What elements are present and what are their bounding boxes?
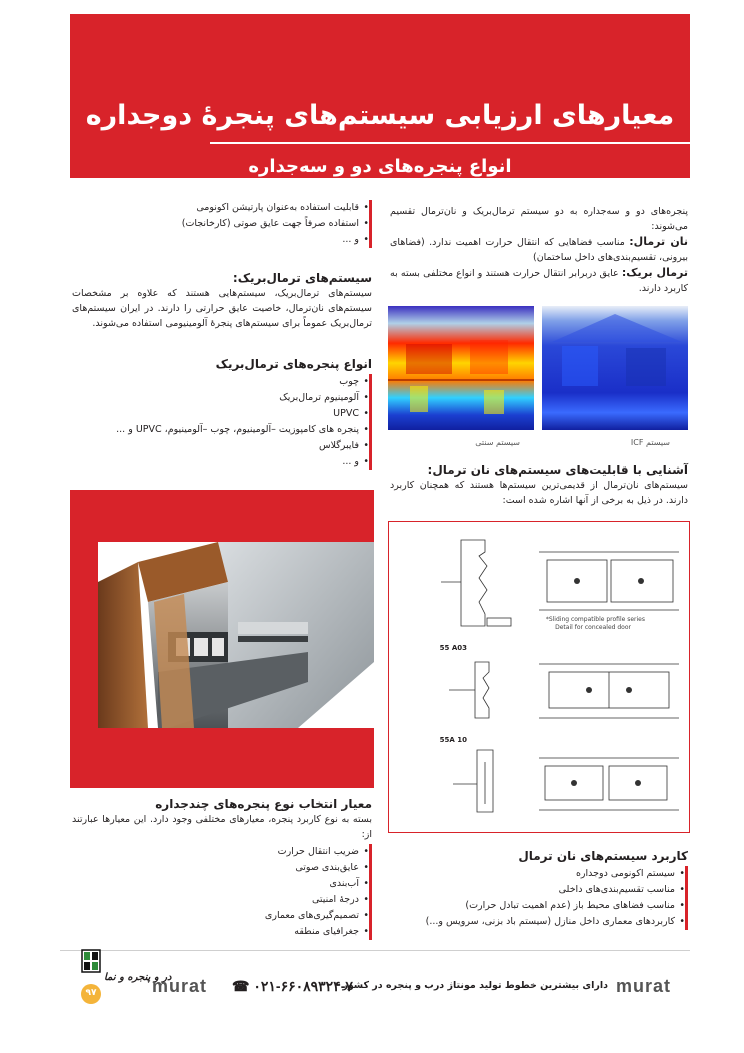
diagram-note-sliding: *Sliding compatible profile series [545,616,645,623]
thermal-break-term: ترمال بریک: [621,266,688,279]
criteria-list [72,844,372,940]
list-item: • و ... [72,454,369,470]
thermal-break-definition [390,265,688,296]
footer-divider [60,950,690,951]
usage-heading: کاربرد سیستم‌های نان ترمال [518,849,688,863]
list-item: • و ... [72,232,369,248]
list-item: • آب‌بندی [72,876,369,892]
criteria-intro: بسته به نوع کاربرد پنجره، معیارهای مختلفی وجود دارد. این معیارها عبارتند از: [72,814,372,840]
thermal-comparison [388,306,688,456]
contact-phone [232,978,353,995]
brand-logo-left: murat [152,976,208,996]
list-item: • قابلیت استفاده به‌عنوان پارتیشن اکونومی [72,200,369,216]
footer-slogan: دارای بیشترین خطوط تولید مونتاژ درب و پنجره در کشور [342,980,608,991]
thermal-break-paragraph: سیستم‌های ترمال‌بریک، سیستم‌هایی هستند که علاوه بر مشخصات سیستم‌های نان‌ترمال، خاصیت عایق حرارتی را دارند. در ایران سیستم‌های ترمال‌بریک عموماً برای سیستم‌های پنجرۀ آلومینیومی استفاده می‌شوند. [72,288,372,329]
non-thermal-definition [390,234,688,265]
list-item: • مناسب فضاهای محیط باز (عدم اهمیت تبادل حرارت) [390,898,685,914]
list-item: • چوب [72,374,369,390]
page-title: معیارهای ارزیابی سیستم‌های پنجرۀ دوجداره [85,100,675,131]
thermal-caption-icf: سیستم ICF [630,438,670,447]
magazine-name: در و پنجره و نما [104,972,172,983]
thermal-image-traditional [388,306,534,430]
types-block [72,356,372,470]
list-item: • UPVC [72,406,369,422]
phone-number: ۰۲۱-۶۶۰۸۹۳۲۴-۷ [253,978,353,994]
intro-text: پنجره‌های دو و سه‌جداره به دو سیستم ترمال‌بریک و نان‌ترمال تقسیم می‌شوند: [390,206,688,232]
list-item: • عایق‌بندی صوتی [72,860,369,876]
profile-section-drawings [389,522,689,832]
partition-list [72,200,372,248]
window-profile-illustration [98,542,374,728]
non-thermal-term: نان ترمال: [629,235,688,248]
list-item: • سیستم اکونومی دوجداره [390,866,685,882]
types-list [72,374,372,470]
list-item: • مناسب تقسیم‌بندی‌های داخلی [390,882,685,898]
list-item: • جغرافیای منطقه [72,924,369,940]
list-item: • پنجره های کامپوزیت –آلومینیوم، چوب –آلومینیوم، UPVC و ... [72,422,369,438]
header-banner [70,14,690,178]
familiar-block [390,462,688,508]
criteria-block [72,796,372,940]
list-item: • فایبرگلاس [72,438,369,454]
thermal-break-heading: سیستم‌های ترمال‌بریک: [232,271,372,285]
right-intro-block [390,204,688,296]
types-heading: انواع پنجره‌های ترمال‌بریک [215,357,372,371]
thermal-caption-traditional: سیستم سنتی [475,438,520,447]
familiar-heading: آشنایی با قابلیت‌های سیستم‌های نان ترمال: [427,463,688,477]
list-item: • استفاده صرفاً جهت عایق صوتی (کارخانجات) [72,216,369,232]
diagram-label-55a10: 55A 10 [439,736,467,744]
thermal-break-text: عایق دربرابر انتقال حرارت هستند و انواع مختلفی بسته به کاربرد دارند. [390,268,688,294]
list-item: • کاربردهای معماری داخل منازل (سیستم باد بزنی، سرویس و...) [390,914,685,930]
usage-list [390,866,688,930]
window-profile-photo [98,542,374,728]
house-outline-graphic-icf [542,306,688,430]
familiar-text: سیستم‌های نان‌ترمال از قدیمی‌ترین سیستم‌ها هستند که همچنان کاربرد دارند. در ذیل به برخی از آنها اشاره شده است: [390,480,688,506]
phone-icon: ☎ [232,978,250,994]
list-item: • آلومینیوم ترمال‌بریک [72,390,369,406]
magazine-logo [76,948,106,1006]
diagram-label-55a03: 55 A03 [439,644,467,652]
title-divider [210,142,694,144]
profile-diagrams [388,521,690,833]
brand-logo-right: murat [616,976,672,996]
house-outline-graphic [388,306,534,430]
list-item: • ضریب انتقال حرارت [72,844,369,860]
list-item: • تصمیم‌گیری‌های معماری [72,908,369,924]
thermal-break-block [72,270,372,331]
page-number: ۹۷ [85,988,97,998]
usage-block [390,848,688,930]
left-top-list-block [72,200,372,248]
page-subtitle: انواع پنجره‌های دو و سه‌جداره [248,156,512,177]
diagram-note-door: Detail for concealed door [555,624,631,631]
non-thermal-text: مناسب فضاهایی که انتقال حرارت اهمیت ندارد. (فضاهای بیرونی، تقسیم‌بندی‌های داخل ساختمان) [390,237,688,263]
thermal-image-icf [542,306,688,430]
list-item: • درجهٔ امنیتی [72,892,369,908]
window-profile-photo-frame [70,490,374,788]
criteria-heading: معیار انتخاب نوع پنجره‌های چندجداره [155,797,372,811]
